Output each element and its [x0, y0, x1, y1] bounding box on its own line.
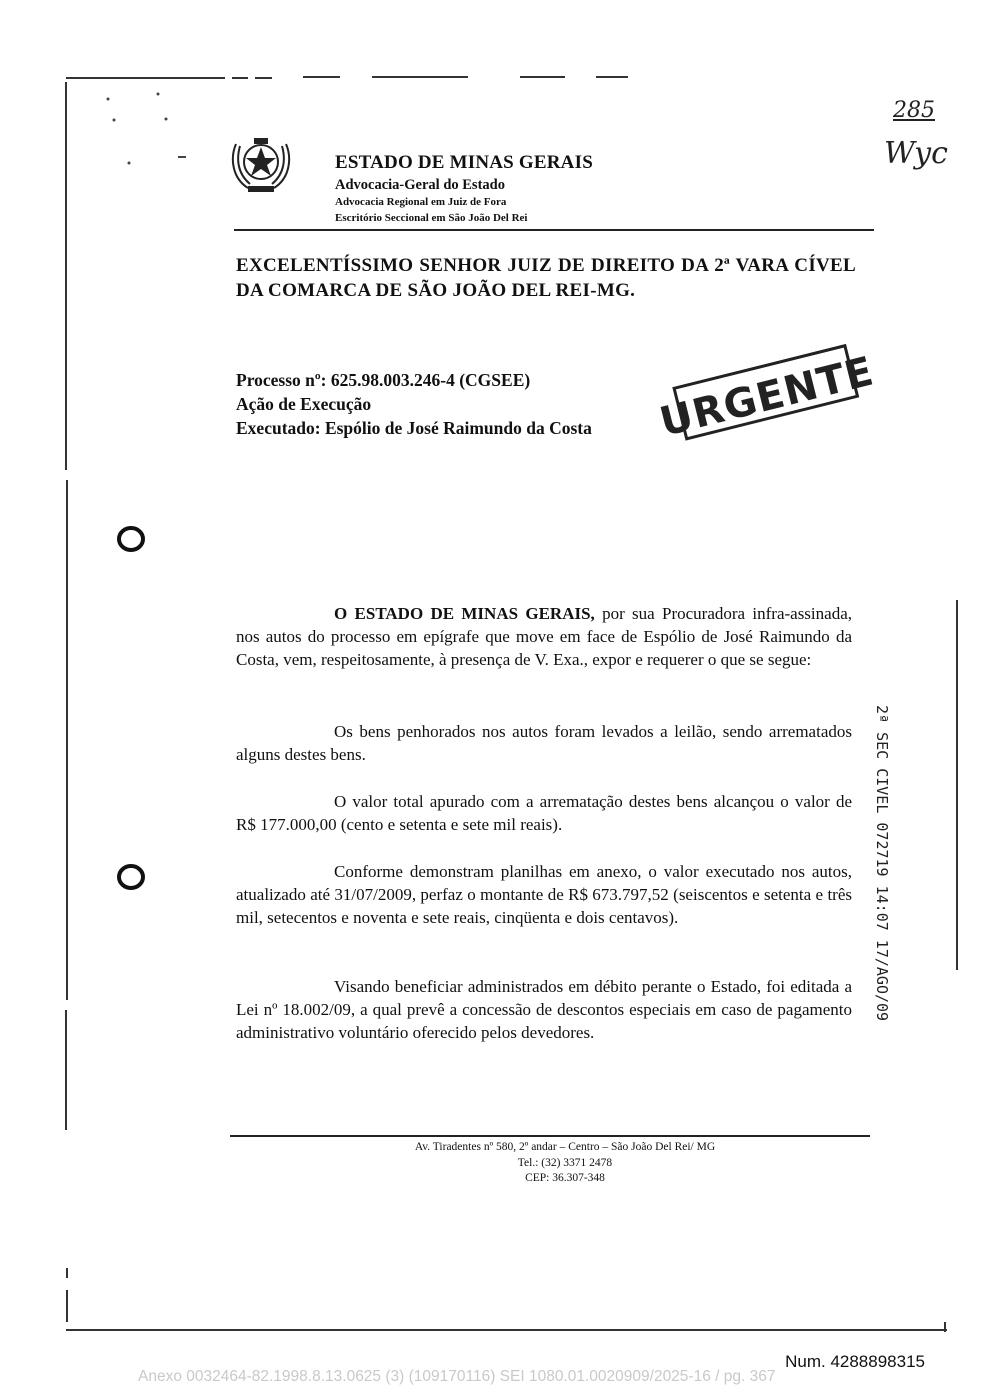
paragraph-auction [236, 720, 852, 766]
case-number: Processo nº: 625.98.003.246-4 (CGSEE) [236, 370, 531, 390]
paragraph-law-text: Visando beneficiar administrados em débito perante o Estado, foi editada a Lei nº 18.002/09, a qual prevê a concessão de descontos especiais em caso de pagamento administrativo voluntário oferecido pelos devedores. [236, 977, 852, 1042]
paragraph-intro-text: por sua Procuradora infra-assinada, nos autos do processo em epígrafe que move em face de Espólio de José Raimundo da Costa, vem, respeitosamente, à presença de V. Exa., expor e requerer o que se segue: [236, 604, 852, 669]
document-number: Num. 4288898315 [785, 1352, 925, 1371]
footer-address: Av. Tiradentes nº 580, 2º andar – Centro – São João Del Rei/ MG [414, 1141, 716, 1153]
court-receipt-stamp-text: 2ª SEC CIVEL 072719 14:07 17/AGO/09 [873, 705, 891, 1022]
header-divider [234, 229, 874, 231]
paragraph-amount-text: O valor total apurado com a arrematação destes bens alcançou o valor de R$ 177.000,00 (cento e setenta e sete mil reais). [236, 792, 852, 834]
court-receipt-stamp [869, 705, 899, 1022]
addressee: EXCELENTÍSSIMO SENHOR JUIZ DE DIREITO DA 2ª VARA CÍVEL DA COMARCA DE SÃO JOÃO DEL REI-MG. [236, 255, 856, 301]
footer-divider [230, 1135, 870, 1137]
header-state: ESTADO DE MINAS GERAIS [335, 152, 593, 173]
paragraph-auction-text: Os bens penhorados nos autos foram levados a leilão, sendo arrematados alguns destes bens. [236, 722, 852, 764]
paragraph-law [236, 975, 852, 1044]
header-regional: Advocacia Regional em Juiz de Fora [335, 196, 507, 208]
paragraph-updated-value-text: Conforme demonstram planilhas em anexo, o valor executado nos autos, atualizado até 31/07/2009, perfaz o montante de R$ 673.797,52 (seiscentos e setenta e três mil, setecentos e noventa e sete reais, cinqüenta e dois centavos). [236, 862, 852, 927]
case-defendant: Executado: Espólio de José Raimundo da Costa [236, 418, 592, 438]
header-office: Escritório Seccional em São João Del Rei [335, 212, 528, 224]
paragraph-updated-value [236, 860, 852, 929]
handwritten-initials: Wyc [884, 136, 948, 171]
handwritten-page-number: 285 [893, 98, 935, 123]
urgent-stamp [655, 338, 879, 448]
paragraph-intro-lead: O ESTADO DE MINAS GERAIS, [334, 604, 595, 623]
minas-gerais-coat-of-arms-icon [228, 134, 294, 196]
annex-reference: Anexo 0032464-82.1998.8.13.0625 (3) (109170116) SEI 1080.01.0020909/2025-16 / pg. 367 [138, 1368, 776, 1385]
footer-zip: CEP: 36.307-348 [525, 1172, 605, 1184]
header-agency: Advocacia-Geral do Estado [335, 177, 505, 193]
case-action: Ação de Execução [236, 394, 372, 414]
paragraph-amount [236, 790, 852, 836]
paragraph-intro [236, 602, 852, 671]
footer-phone: Tel.: (32) 3371 2478 [517, 1157, 613, 1169]
urgent-stamp-text: URGENTE [655, 348, 879, 446]
